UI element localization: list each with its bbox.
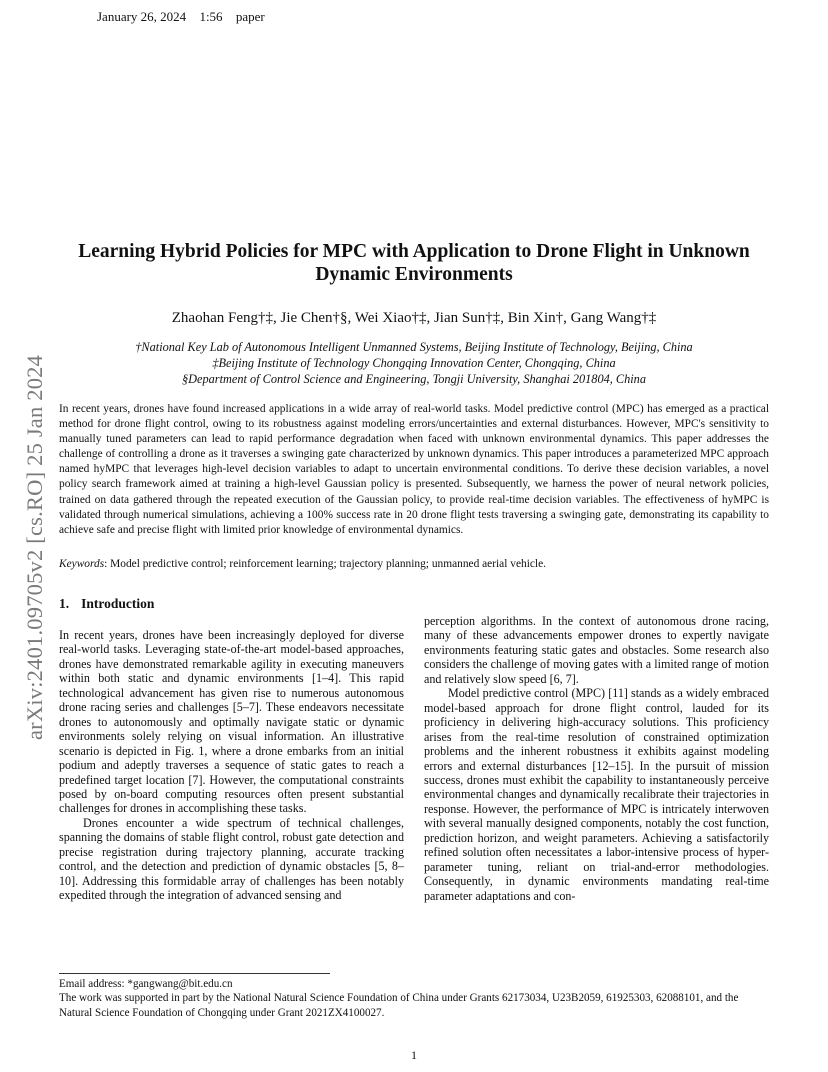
footnote-rule [59, 973, 330, 974]
body-column-right [424, 614, 769, 903]
affiliations [60, 339, 768, 387]
page-number: 1 [411, 1048, 417, 1062]
footnote-email: Email address: *gangwang@bit.edu.cn [59, 978, 233, 990]
header-label: paper [235, 9, 265, 24]
keywords-label: Keywords [59, 558, 105, 570]
paragraph: Drones encounter a wide spectrum of technical challenges, spanning the domains of stable flight control, robust gate detection and precise registration during trajectory planning, accurate tracking control, and the detection and prediction of dynamic obstacles [5, 8–10]. Addressing this formidable array of challenges has been notably expedited through the integration of advanced sensing and [59, 815, 404, 903]
footnotes [59, 977, 769, 1020]
arxiv-identifier: arXiv:2401.09705v2 [cs.RO] 25 Jan 2024 [22, 354, 47, 740]
body-column-left [59, 628, 404, 903]
paragraph: perception algorithms. In the context of autonomous drone racing, many of these advancements empower drones to expertly navigate environments featuring static gates and obstacles. Some research also considers the challenge of moving gates with a limited range of motion and relatively slow speed [6, 7]. [424, 614, 769, 686]
affiliation-3: §Department of Control Science and Engineering, Tongji University, Shanghai 201804, China [182, 372, 646, 386]
section-number: 1. [59, 596, 70, 611]
section-title: Introduction [81, 596, 155, 611]
paragraph: In recent years, drones have been increasingly deployed for diverse real-world tasks. Leveraging state-of-the-art model-based approaches, drones have demonstrated remarkable agility in executing maneuvers within both static and dynamic environments [1–4]. This rapid technological advancement has given rise to numerous autonomous drone racing series and challenges [5–7]. These endeavors necessitate drones to autonomously and optimally navigate static or dynamic environments solely relying on visual information. An illustrative scenario is depicted in Fig. 1, where a drone embarks from an initial podium and adeptly traverses a sequence of static gates to reach a predefined target location [7]. However, the computational constraints posed by on-board computing resources often present substantial challenges for drones in accomplishing these tasks. [59, 628, 404, 816]
paper-title: Learning Hybrid Policies for MPC with Application to Drone Flight in Unknown Dynamic Environments [78, 241, 750, 285]
keywords-text: : Model predictive control; reinforcement learning; trajectory planning; unmanned aerial vehicle. [104, 558, 546, 570]
footnote-funding: The work was supported in part by the National Natural Science Foundation of China under Grants 62173034, U23B2059, 61925303, 62088101, and the Natural Science Foundation of Chongqing under Grant 2021ZX4100027. [59, 992, 739, 1019]
header-time: 1:56 [199, 9, 223, 24]
abstract: In recent years, drones have found increased applications in a wide array of real-world tasks. Model predictive control (MPC) has emerged as a practical method for drone flight control, owing to its robustness against modeling errors/uncertainties and external disturbances. However, MPC's sensitivity to manually tuned parameters can lead to rapid performance degradation when faced with unknown environmental dynamics. This paper addresses the challenge of controlling a drone as it traverses a swinging gate characterized by unknown dynamics. This paper introduces a parameterized MPC approach named hyMPC that leverages high-level decision variables to adapt to uncertain environmental conditions. To derive these decision variables, a novel policy search framework aimed at training a high-level Gaussian policy is presented. Subsequently, we harness the power of neural network policies, trained on data gathered through the repeated execution of the Gaussian policy, to provide real-time decision variables. The effectiveness of hyMPC is validated through numerical simulations, achieving a 100% success rate in 20 drone flight tests traversing a swinging gate, demonstrating its capability to achieve safe and precise flight with limited prior knowledge of environmental dynamics. [59, 403, 769, 536]
affiliation-1: †National Key Lab of Autonomous Intelligent Unmanned Systems, Beijing Institute of Technology, Beijing, China [135, 340, 693, 354]
affiliation-2: ‡Beijing Institute of Technology Chongqing Innovation Center, Chongqing, China [212, 356, 616, 370]
paragraph: Model predictive control (MPC) [11] stands as a widely embraced model-based approach for drone flight control, lauded for its proficiency in delivering high-accuracy solutions. This proficiency arises from the real-time resolution of constrained optimization problems and the inherent robustness it exhibits against modeling errors and external disturbances [12–15]. In the pursuit of mission success, drones must exhibit the capability to instantaneously perceive environmental changes and dynamically recalibrate their trajectories in response. However, the performance of MPC is intricately interwoven with several manually designed components, notably the cost function, prediction horizon, and weight parameters. Achieving a satisfactorily refined solution often necessitates a labor-intensive process of hyper-parameter tuning, reliant on trial-and-error methodologies. Consequently, in dynamic environments mandating real-time parameter adaptations and con- [424, 686, 769, 903]
author-list: Zhaohan Feng†‡, Jie Chen†§, Wei Xiao†‡, Jian Sun†‡, Bin Xin†, Gang Wang†‡ [171, 310, 657, 326]
section-heading [59, 596, 166, 612]
header-date: January 26, 2024 [97, 9, 187, 24]
running-header [97, 9, 275, 25]
keywords [59, 558, 769, 570]
